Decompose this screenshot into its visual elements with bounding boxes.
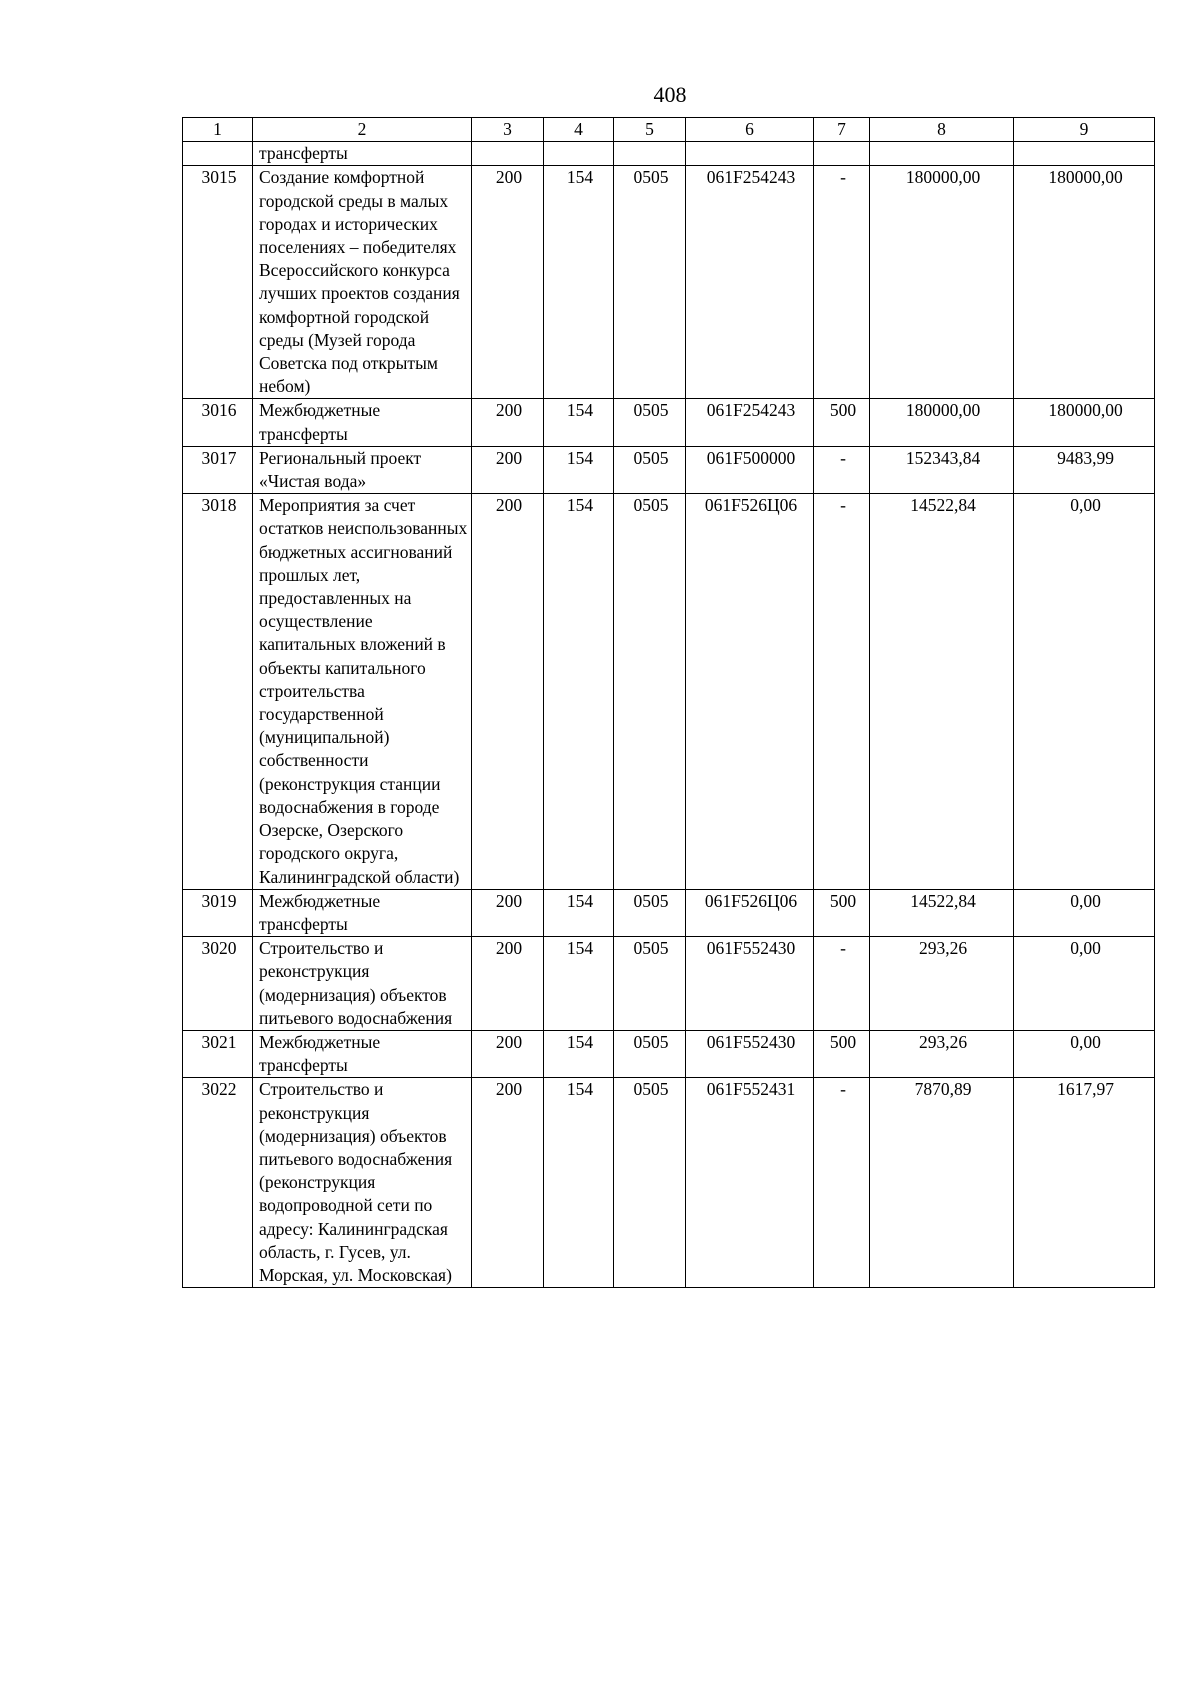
continuation-text: трансферты <box>253 142 472 166</box>
row-number: 3019 <box>183 889 253 936</box>
cell-col3: 200 <box>472 1030 544 1077</box>
cell-col5: 0505 <box>614 1078 686 1288</box>
cell-col3: 200 <box>472 446 544 493</box>
cell-col7: - <box>814 937 870 1031</box>
cell-col9: 1617,97 <box>1014 1078 1155 1288</box>
cell-col6: 061F526Ц06 <box>686 889 814 936</box>
cell-col6: 061F254243 <box>686 399 814 446</box>
budget-table <box>182 117 1155 1288</box>
column-number-row <box>183 118 1155 142</box>
cell-col3: 200 <box>472 889 544 936</box>
row-number: 3017 <box>183 446 253 493</box>
cell-col3: 200 <box>472 166 544 399</box>
cell-col6: 061F254243 <box>686 166 814 399</box>
cell-col5: 0505 <box>614 446 686 493</box>
row-number: 3020 <box>183 937 253 1031</box>
table-row <box>183 937 1155 1031</box>
cell-col6: 061F500000 <box>686 446 814 493</box>
column-header: 5 <box>614 118 686 142</box>
column-header: 7 <box>814 118 870 142</box>
cell-col8: 7870,89 <box>870 1078 1014 1288</box>
row-name: Межбюджетные трансферты <box>253 399 472 446</box>
table-row <box>183 1078 1155 1288</box>
column-header: 6 <box>686 118 814 142</box>
cell-col5: 0505 <box>614 166 686 399</box>
cell-col7: - <box>814 166 870 399</box>
cell-col5: 0505 <box>614 399 686 446</box>
page-number: 408 <box>653 82 687 107</box>
row-name: Межбюджетные трансферты <box>253 889 472 936</box>
cell-col4: 154 <box>544 1078 614 1288</box>
cell-col3: 200 <box>472 494 544 889</box>
cell-col8: 293,26 <box>870 937 1014 1031</box>
cell-col5: 0505 <box>614 889 686 936</box>
row-number: 3021 <box>183 1030 253 1077</box>
row-name: Создание комфортной городской среды в малых городах и исторических поселениях – победителях Всероссийского конкурса лучших проектов создания комфортной городской среды (Музей города Советска под открытым небом) <box>253 166 472 399</box>
cell-col4: 154 <box>544 1030 614 1077</box>
cell-col8: 180000,00 <box>870 399 1014 446</box>
cell-col4: 154 <box>544 889 614 936</box>
column-header: 4 <box>544 118 614 142</box>
row-number: 3022 <box>183 1078 253 1288</box>
continuation-row <box>183 142 1155 166</box>
cell-col4: 154 <box>544 494 614 889</box>
table-row <box>183 494 1155 889</box>
cell-col6: 061F552431 <box>686 1078 814 1288</box>
cell-col5: 0505 <box>614 494 686 889</box>
row-number: 3015 <box>183 166 253 399</box>
row-name: Мероприятия за счет остатков неиспользованных бюджетных ассигнований прошлых лет, предоставленных на осуществление капитальных вложений в объекты капитального строительства государственной (муниципальной) собственности (реконструкция станции водоснабжения в городе Озерске, Озерского городского округа, Калининградской области) <box>253 494 472 889</box>
cell-col9: 0,00 <box>1014 494 1155 889</box>
cell-col9: 0,00 <box>1014 937 1155 1031</box>
table-row <box>183 889 1155 936</box>
cell-col7: - <box>814 446 870 493</box>
cell-col8: 293,26 <box>870 1030 1014 1077</box>
row-name: Региональный проект «Чистая вода» <box>253 446 472 493</box>
table-row <box>183 1030 1155 1077</box>
cell-col8: 180000,00 <box>870 166 1014 399</box>
table-row <box>183 166 1155 399</box>
cell-col7: - <box>814 1078 870 1288</box>
cell-col9: 9483,99 <box>1014 446 1155 493</box>
column-header: 8 <box>870 118 1014 142</box>
cell-col9: 0,00 <box>1014 889 1155 936</box>
cell-col8: 14522,84 <box>870 889 1014 936</box>
cell-col5: 0505 <box>614 937 686 1031</box>
cell-col6: 061F552430 <box>686 1030 814 1077</box>
table-row <box>183 399 1155 446</box>
column-header: 1 <box>183 118 253 142</box>
cell-col8: 152343,84 <box>870 446 1014 493</box>
cell-col6: 061F526Ц06 <box>686 494 814 889</box>
cell-col4: 154 <box>544 937 614 1031</box>
column-header: 2 <box>253 118 472 142</box>
cell-col4: 154 <box>544 399 614 446</box>
cell-col3: 200 <box>472 937 544 1031</box>
row-number: 3018 <box>183 494 253 889</box>
column-header: 9 <box>1014 118 1155 142</box>
cell-col9: 180000,00 <box>1014 399 1155 446</box>
cell-col8: 14522,84 <box>870 494 1014 889</box>
cell-col3: 200 <box>472 399 544 446</box>
cell-col6: 061F552430 <box>686 937 814 1031</box>
cell-col7: - <box>814 494 870 889</box>
cell-col9: 0,00 <box>1014 1030 1155 1077</box>
cell-col9: 180000,00 <box>1014 166 1155 399</box>
cell-col7: 500 <box>814 399 870 446</box>
row-name: Межбюджетные трансферты <box>253 1030 472 1077</box>
table-row <box>183 446 1155 493</box>
row-number: 3016 <box>183 399 253 446</box>
cell-col4: 154 <box>544 166 614 399</box>
row-name: Строительство и реконструкция (модернизация) объектов питьевого водоснабжения <box>253 937 472 1031</box>
cell-col4: 154 <box>544 446 614 493</box>
row-name: Строительство и реконструкция (модернизация) объектов питьевого водоснабжения (реконструкция водопроводной сети по адресу: Калининградская область, г. Гусев, ул. Морская, ул. Московская) <box>253 1078 472 1288</box>
cell-col7: 500 <box>814 889 870 936</box>
cell-col7: 500 <box>814 1030 870 1077</box>
cell-col3: 200 <box>472 1078 544 1288</box>
column-header: 3 <box>472 118 544 142</box>
cell-col5: 0505 <box>614 1030 686 1077</box>
